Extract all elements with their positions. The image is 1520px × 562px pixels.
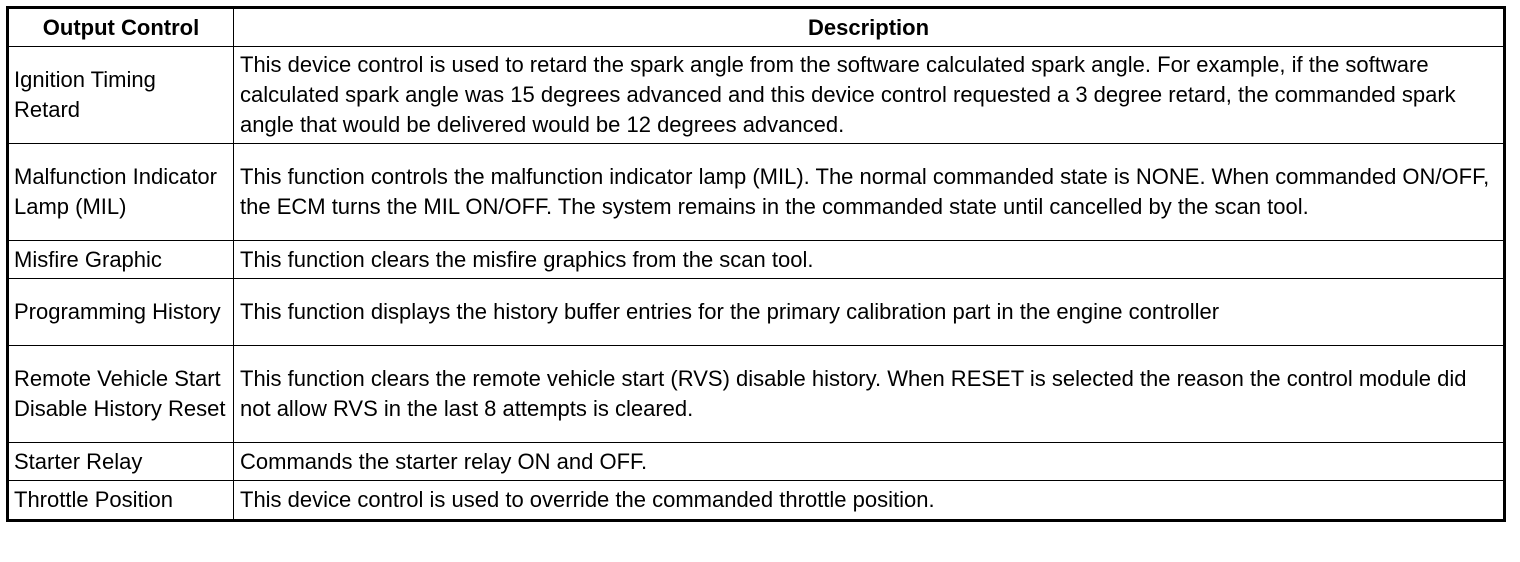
- cell-output-control: Malfunction Indicator Lamp (MIL): [8, 144, 234, 241]
- output-control-table: [6, 6, 1506, 522]
- cell-output-control: Throttle Position: [8, 481, 234, 521]
- cell-description: This device control is used to override the commanded throttle position.: [234, 481, 1505, 521]
- header-output-control: Output Control: [8, 8, 234, 47]
- table-row: [8, 144, 1505, 241]
- table-row: [8, 47, 1505, 144]
- table-header-row: [8, 8, 1505, 47]
- table-row: [8, 481, 1505, 521]
- cell-output-control: Ignition Timing Retard: [8, 47, 234, 144]
- table-row: [8, 443, 1505, 481]
- cell-description: This function controls the malfunction indicator lamp (MIL). The normal commanded state is NONE. When commanded ON/OFF, the ECM turns the MIL ON/OFF. The system remains in the commanded state until cancelled by the scan tool.: [234, 144, 1505, 241]
- table-row: [8, 279, 1505, 346]
- cell-description: Commands the starter relay ON and OFF.: [234, 443, 1505, 481]
- cell-output-control: Programming History: [8, 279, 234, 346]
- cell-output-control: Misfire Graphic: [8, 241, 234, 279]
- cell-output-control: Starter Relay: [8, 443, 234, 481]
- table-row: [8, 241, 1505, 279]
- header-description: Description: [234, 8, 1505, 47]
- cell-description: This function displays the history buffer entries for the primary calibration part in the engine controller: [234, 279, 1505, 346]
- cell-description: This function clears the misfire graphics from the scan tool.: [234, 241, 1505, 279]
- table-row: [8, 346, 1505, 443]
- cell-output-control: Remote Vehicle Start Disable History Reset: [8, 346, 234, 443]
- cell-description: This function clears the remote vehicle start (RVS) disable history. When RESET is selected the reason the control module did not allow RVS in the last 8 attempts is cleared.: [234, 346, 1505, 443]
- cell-description: This device control is used to retard the spark angle from the software calculated spark angle. For example, if the software calculated spark angle was 15 degrees advanced and this device control requested a 3 degree retard, the commanded spark angle that would be delivered would be 12 degrees advanced.: [234, 47, 1505, 144]
